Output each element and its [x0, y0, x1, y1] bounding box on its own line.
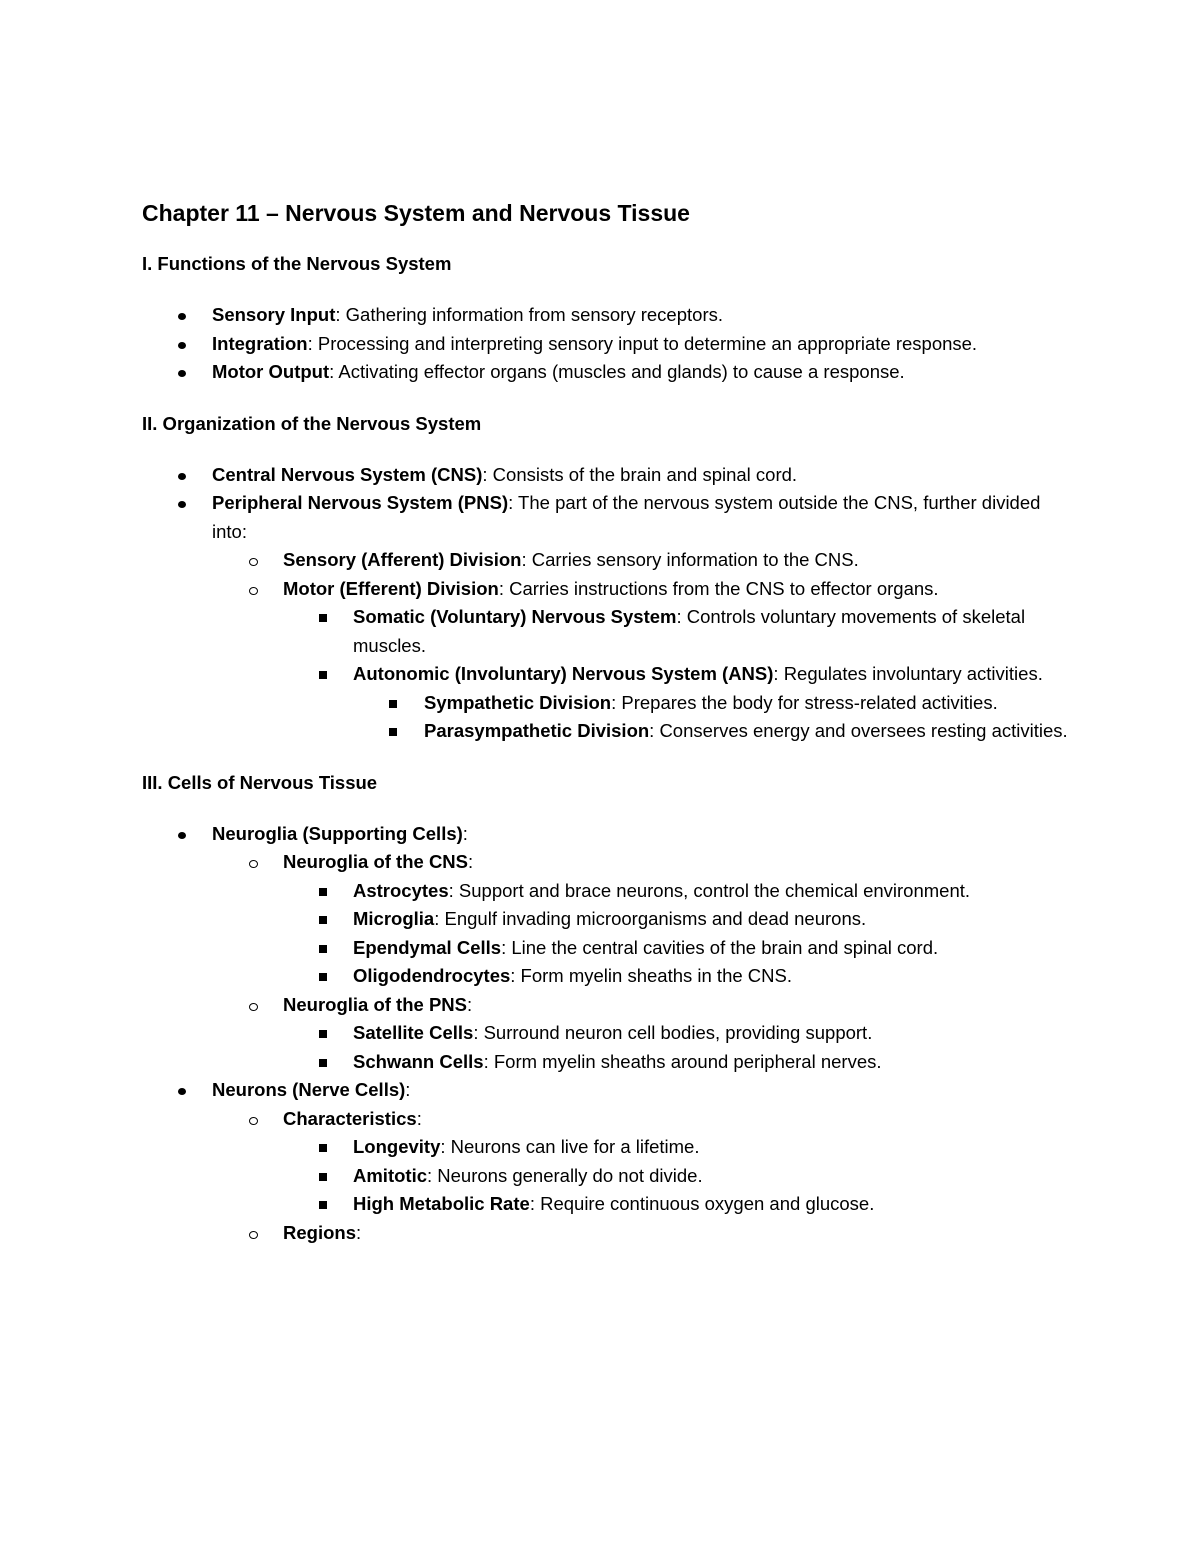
list-item: Peripheral Nervous System (PNS): The part of the nervous system outside the CNS, further divided into: [142, 489, 1072, 546]
bullet-square-icon [319, 614, 327, 622]
bullet-circle-icon [249, 860, 258, 868]
section-heading-organization: II. Organization of the Nervous System [142, 412, 482, 434]
bullet-dot-icon [178, 342, 186, 349]
list-item: Parasympathetic Division: Conserves energy and oversees resting activities. [142, 717, 1072, 746]
list-item: Oligodendrocytes: Form myelin sheaths in the CNS. [142, 962, 1072, 991]
bullet-dot-icon [178, 370, 186, 377]
list-item: Sympathetic Division: Prepares the body for stress-related activities. [142, 689, 1072, 718]
list-item: Neuroglia of the CNS: [142, 848, 1072, 877]
bullet-dot-icon [178, 501, 186, 508]
bullet-circle-icon [249, 1231, 258, 1239]
bullet-circle-icon [249, 558, 258, 566]
cells-list [142, 820, 1072, 1248]
list-item: Regions: [142, 1219, 1072, 1248]
bullet-circle-icon [249, 587, 258, 595]
bullet-dot-icon [178, 313, 186, 320]
list-item: Amitotic: Neurons generally do not divide. [142, 1162, 1072, 1191]
document-page [142, 196, 1072, 1247]
bullet-square-icon [319, 973, 327, 981]
bullet-dot-icon [178, 1088, 186, 1095]
page-title: Chapter 11 – Nervous System and Nervous Tissue [142, 200, 690, 226]
list-item: High Metabolic Rate: Require continuous oxygen and glucose. [142, 1190, 1072, 1219]
bullet-square-icon [319, 888, 327, 896]
list-item: Microglia: Engulf invading microorganisms and dead neurons. [142, 905, 1072, 934]
list-item: Somatic (Voluntary) Nervous System: Controls voluntary movements of skeletal muscles. [142, 603, 1072, 660]
list-item: Neuroglia of the PNS: [142, 991, 1072, 1020]
bullet-square-icon [319, 916, 327, 924]
section-heading-functions: I. Functions of the Nervous System [142, 253, 452, 274]
list-item: Characteristics: [142, 1105, 1072, 1134]
list-item: Neurons (Nerve Cells): [142, 1076, 1072, 1105]
bullet-square-icon [319, 1059, 327, 1067]
bullet-circle-icon [249, 1003, 258, 1011]
list-item: Sensory Input: Gathering information from sensory receptors. [142, 301, 1072, 330]
bullet-square-icon [319, 1144, 327, 1152]
list-item: Central Nervous System (CNS): Consists of the brain and spinal cord. [142, 461, 1072, 490]
organization-list [142, 461, 1072, 746]
bullet-square-icon [389, 728, 397, 736]
bullet-square-icon [389, 700, 397, 708]
bullet-circle-icon [249, 1117, 258, 1125]
list-item: Satellite Cells: Surround neuron cell bodies, providing support. [142, 1019, 1072, 1048]
list-item: Motor Output: Activating effector organs (muscles and glands) to cause a response. [142, 358, 1072, 387]
list-item: Integration: Processing and interpreting sensory input to determine an appropriate response. [142, 330, 1072, 359]
bullet-dot-icon [178, 832, 186, 839]
list-item: Longevity: Neurons can live for a lifetime. [142, 1133, 1072, 1162]
bullet-square-icon [319, 1201, 327, 1209]
bullet-dot-icon [178, 473, 186, 480]
list-item: Motor (Efferent) Division: Carries instructions from the CNS to effector organs. [142, 575, 1072, 604]
bullet-square-icon [319, 1173, 327, 1181]
functions-list [142, 301, 1072, 387]
bullet-square-icon [319, 945, 327, 953]
list-item: Schwann Cells: Form myelin sheaths around peripheral nerves. [142, 1048, 1072, 1077]
list-item: Sensory (Afferent) Division: Carries sensory information to the CNS. [142, 546, 1072, 575]
list-item: Autonomic (Involuntary) Nervous System (ANS): Regulates involuntary activities. [142, 660, 1072, 689]
list-item: Neuroglia (Supporting Cells): [142, 820, 1072, 849]
section-heading-cells: III. Cells of Nervous Tissue [142, 771, 378, 793]
list-item: Ependymal Cells: Line the central cavities of the brain and spinal cord. [142, 934, 1072, 963]
bullet-square-icon [319, 671, 327, 679]
list-item: Astrocytes: Support and brace neurons, control the chemical environment. [142, 877, 1072, 906]
bullet-square-icon [319, 1030, 327, 1038]
